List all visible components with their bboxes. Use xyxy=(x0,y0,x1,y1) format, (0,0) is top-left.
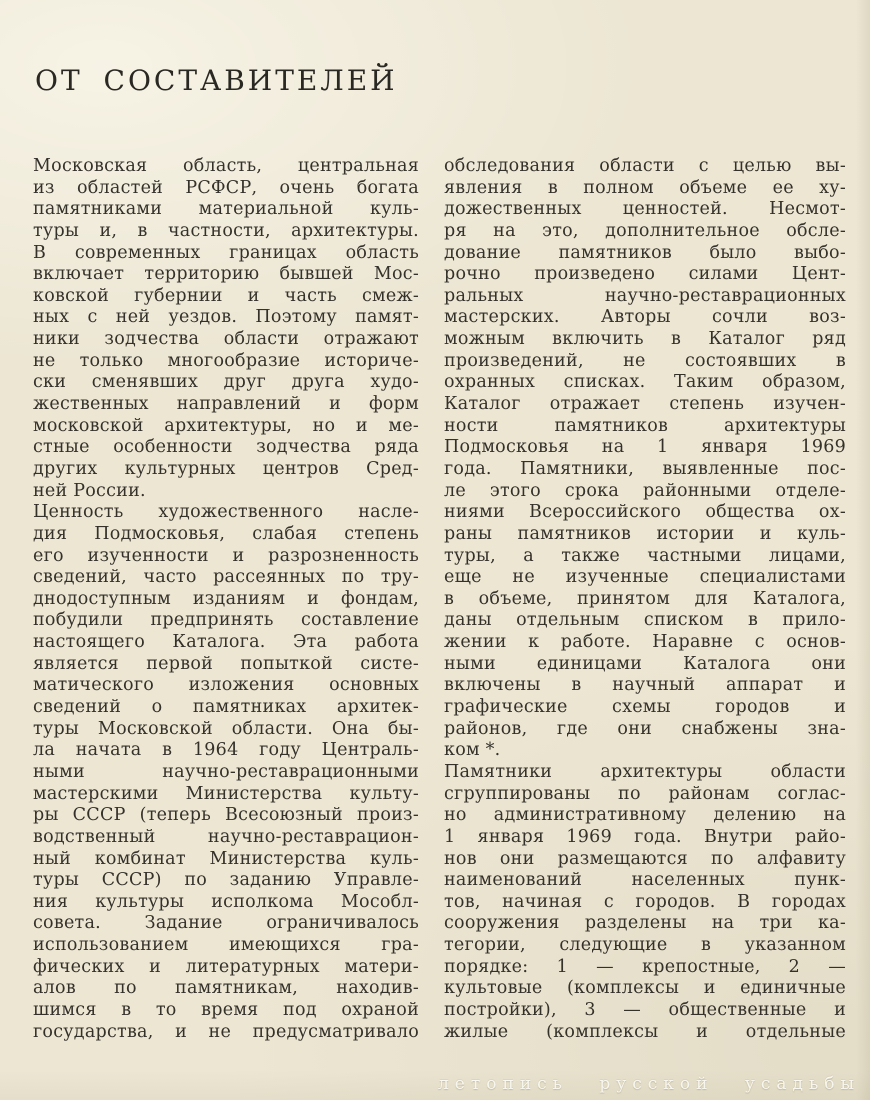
text-line: жении к работе. Наравне с основ- xyxy=(444,632,846,653)
text-line: порядке: 1 — крепостные, 2 — xyxy=(444,956,846,977)
page-title: ОТ СОСТАВИТЕЛЕЙ xyxy=(35,64,398,97)
text-line: использованием имеющихся гра- xyxy=(33,935,419,956)
text-line: 1 января 1969 года. Внутри райо- xyxy=(444,826,846,847)
text-line: является первой попыткой систе- xyxy=(33,653,419,674)
text-line: стные особенности зодчества ряда xyxy=(33,437,419,458)
text-line: днодоступным изданиям и фондам, xyxy=(33,588,419,609)
text-line: ком *. xyxy=(444,740,501,761)
text-line: явления в полном объеме ее ху- xyxy=(444,177,846,198)
text-line: ными научно-реставрационными xyxy=(33,761,419,782)
text-line: нов они размещаются по алфавиту xyxy=(444,848,846,869)
text-line: мастерскими Министерства культу- xyxy=(33,783,419,804)
text-line: Каталог отражает степень изучен- xyxy=(444,394,846,415)
text-line: сгруппированы по районам соглас- xyxy=(444,783,846,804)
text-line: ными единицами Каталога они xyxy=(444,653,846,674)
text-line: туры СССР) по заданию Управле- xyxy=(33,870,419,891)
text-line: его изученности и разрозненность xyxy=(33,545,419,566)
text-line: сведений, часто рассеянных по тру- xyxy=(33,567,419,588)
watermark-text: летопись русской усадьбы xyxy=(437,1074,860,1094)
text-line: Московская область, центральная xyxy=(33,156,419,176)
text-line: тегории, следующие в указанном xyxy=(444,935,846,956)
text-line: других культурных центров Сред- xyxy=(33,458,419,479)
text-line: водственный научно-реставрацион- xyxy=(33,826,419,847)
text-line: произведений, не состоявших в xyxy=(444,350,846,371)
text-line: В современных границах область xyxy=(33,242,419,263)
text-line: рочно произведено силами Цент- xyxy=(444,264,846,285)
text-line: ры СССР (теперь Всесоюзный произ- xyxy=(33,805,419,826)
text-line: дожественных ценностей. Несмот- xyxy=(444,199,846,220)
text-line: тов, начиная с городов. В городах xyxy=(444,891,846,912)
text-line: можным включить в Каталог ряд xyxy=(444,329,846,350)
text-line: туры Московской области. Она бы- xyxy=(33,718,419,739)
text-line: фических и литературных матери- xyxy=(33,956,419,977)
text-line: ники зодчества области отражают xyxy=(33,329,419,350)
text-line: ния культуры исполкома Мособл- xyxy=(33,891,419,912)
text-line: государства, и не предусматривало xyxy=(33,1021,419,1042)
text-line: Памятники архитектуры области xyxy=(444,761,846,782)
text-line: дия Подмосковья, слабая степень xyxy=(33,523,419,544)
text-line: культовые (комплексы и единичные xyxy=(444,978,846,999)
right-column xyxy=(444,156,846,1043)
text-line: включены в научный аппарат и xyxy=(444,675,846,696)
text-line: ности памятников архитектуры xyxy=(444,415,846,436)
text-line: ральных научно-реставрационных xyxy=(444,285,846,306)
text-line: побудили предпринять составление xyxy=(33,610,419,631)
text-line: туры и, в частности, архитектуры. xyxy=(33,220,419,241)
text-line: из областей РСФСР, очень богата xyxy=(33,177,419,198)
text-line: настоящего Каталога. Эта работа xyxy=(33,632,419,653)
text-line: ря на это, дополнительное обсле- xyxy=(444,220,846,241)
text-line: памятниками материальной куль- xyxy=(33,199,419,220)
left-column xyxy=(33,156,419,1043)
text-line: ных с ней уездов. Поэтому памят- xyxy=(33,307,419,328)
text-line: районов, где они снабжены зна- xyxy=(444,718,846,739)
text-line: Ценность художественного насле- xyxy=(33,502,419,523)
text-line: охранных списках. Таким образом, xyxy=(444,372,846,393)
text-line: в объеме, принятом для Каталога, xyxy=(444,588,846,609)
text-line: Подмосковья на 1 января 1969 xyxy=(444,437,846,458)
text-line: совета. Задание ограничивалось xyxy=(33,913,419,934)
text-line: еще не изученные специалистами xyxy=(444,567,846,588)
text-line: раны памятников истории и куль- xyxy=(444,523,846,544)
text-line: включает территорию бывшей Мос- xyxy=(33,264,419,285)
text-line: ней России. xyxy=(33,480,146,501)
text-line: ниями Всероссийского общества ох- xyxy=(444,502,846,523)
text-line: наименований населенных пунк- xyxy=(444,870,846,891)
text-line: шимся в то время под охраной xyxy=(33,999,419,1020)
text-line: алов по памятникам, находив- xyxy=(33,978,419,999)
text-line: матического изложения основных xyxy=(33,675,419,696)
text-line: сооружения разделены на три ка- xyxy=(444,913,846,934)
text-line: года. Памятники, выявленные пос- xyxy=(444,458,846,479)
text-line: жественных направлений и форм xyxy=(33,394,419,415)
text-line: постройки), 3 — общественные и xyxy=(444,999,846,1020)
text-line: не только многообразие историче- xyxy=(33,350,419,371)
text-line: туры, а также частными лицами, xyxy=(444,545,846,566)
text-line: графические схемы городов и xyxy=(444,697,846,718)
text-line: ла начата в 1964 году Централь- xyxy=(33,740,419,761)
text-line: но административному делению на xyxy=(444,805,846,826)
text-line: сведений о памятниках архитек- xyxy=(33,697,419,718)
text-line: московской архитектуры, но и ме- xyxy=(33,415,419,436)
text-line: жилые (комплексы и отдельные xyxy=(444,1021,846,1042)
text-line: дование памятников было выбо- xyxy=(444,242,846,263)
text-line: ный комбинат Министерства куль- xyxy=(33,848,419,869)
text-line: даны отдельным списком в прило- xyxy=(444,610,846,631)
text-line: мастерских. Авторы сочли воз- xyxy=(444,307,846,328)
text-line: обследования области с целью вы- xyxy=(444,156,846,176)
text-line: ски сменявших друг друга худо- xyxy=(33,372,419,393)
text-line: ле этого срока районными отделе- xyxy=(444,480,846,501)
text-line: ковской губернии и часть смеж- xyxy=(33,285,419,306)
